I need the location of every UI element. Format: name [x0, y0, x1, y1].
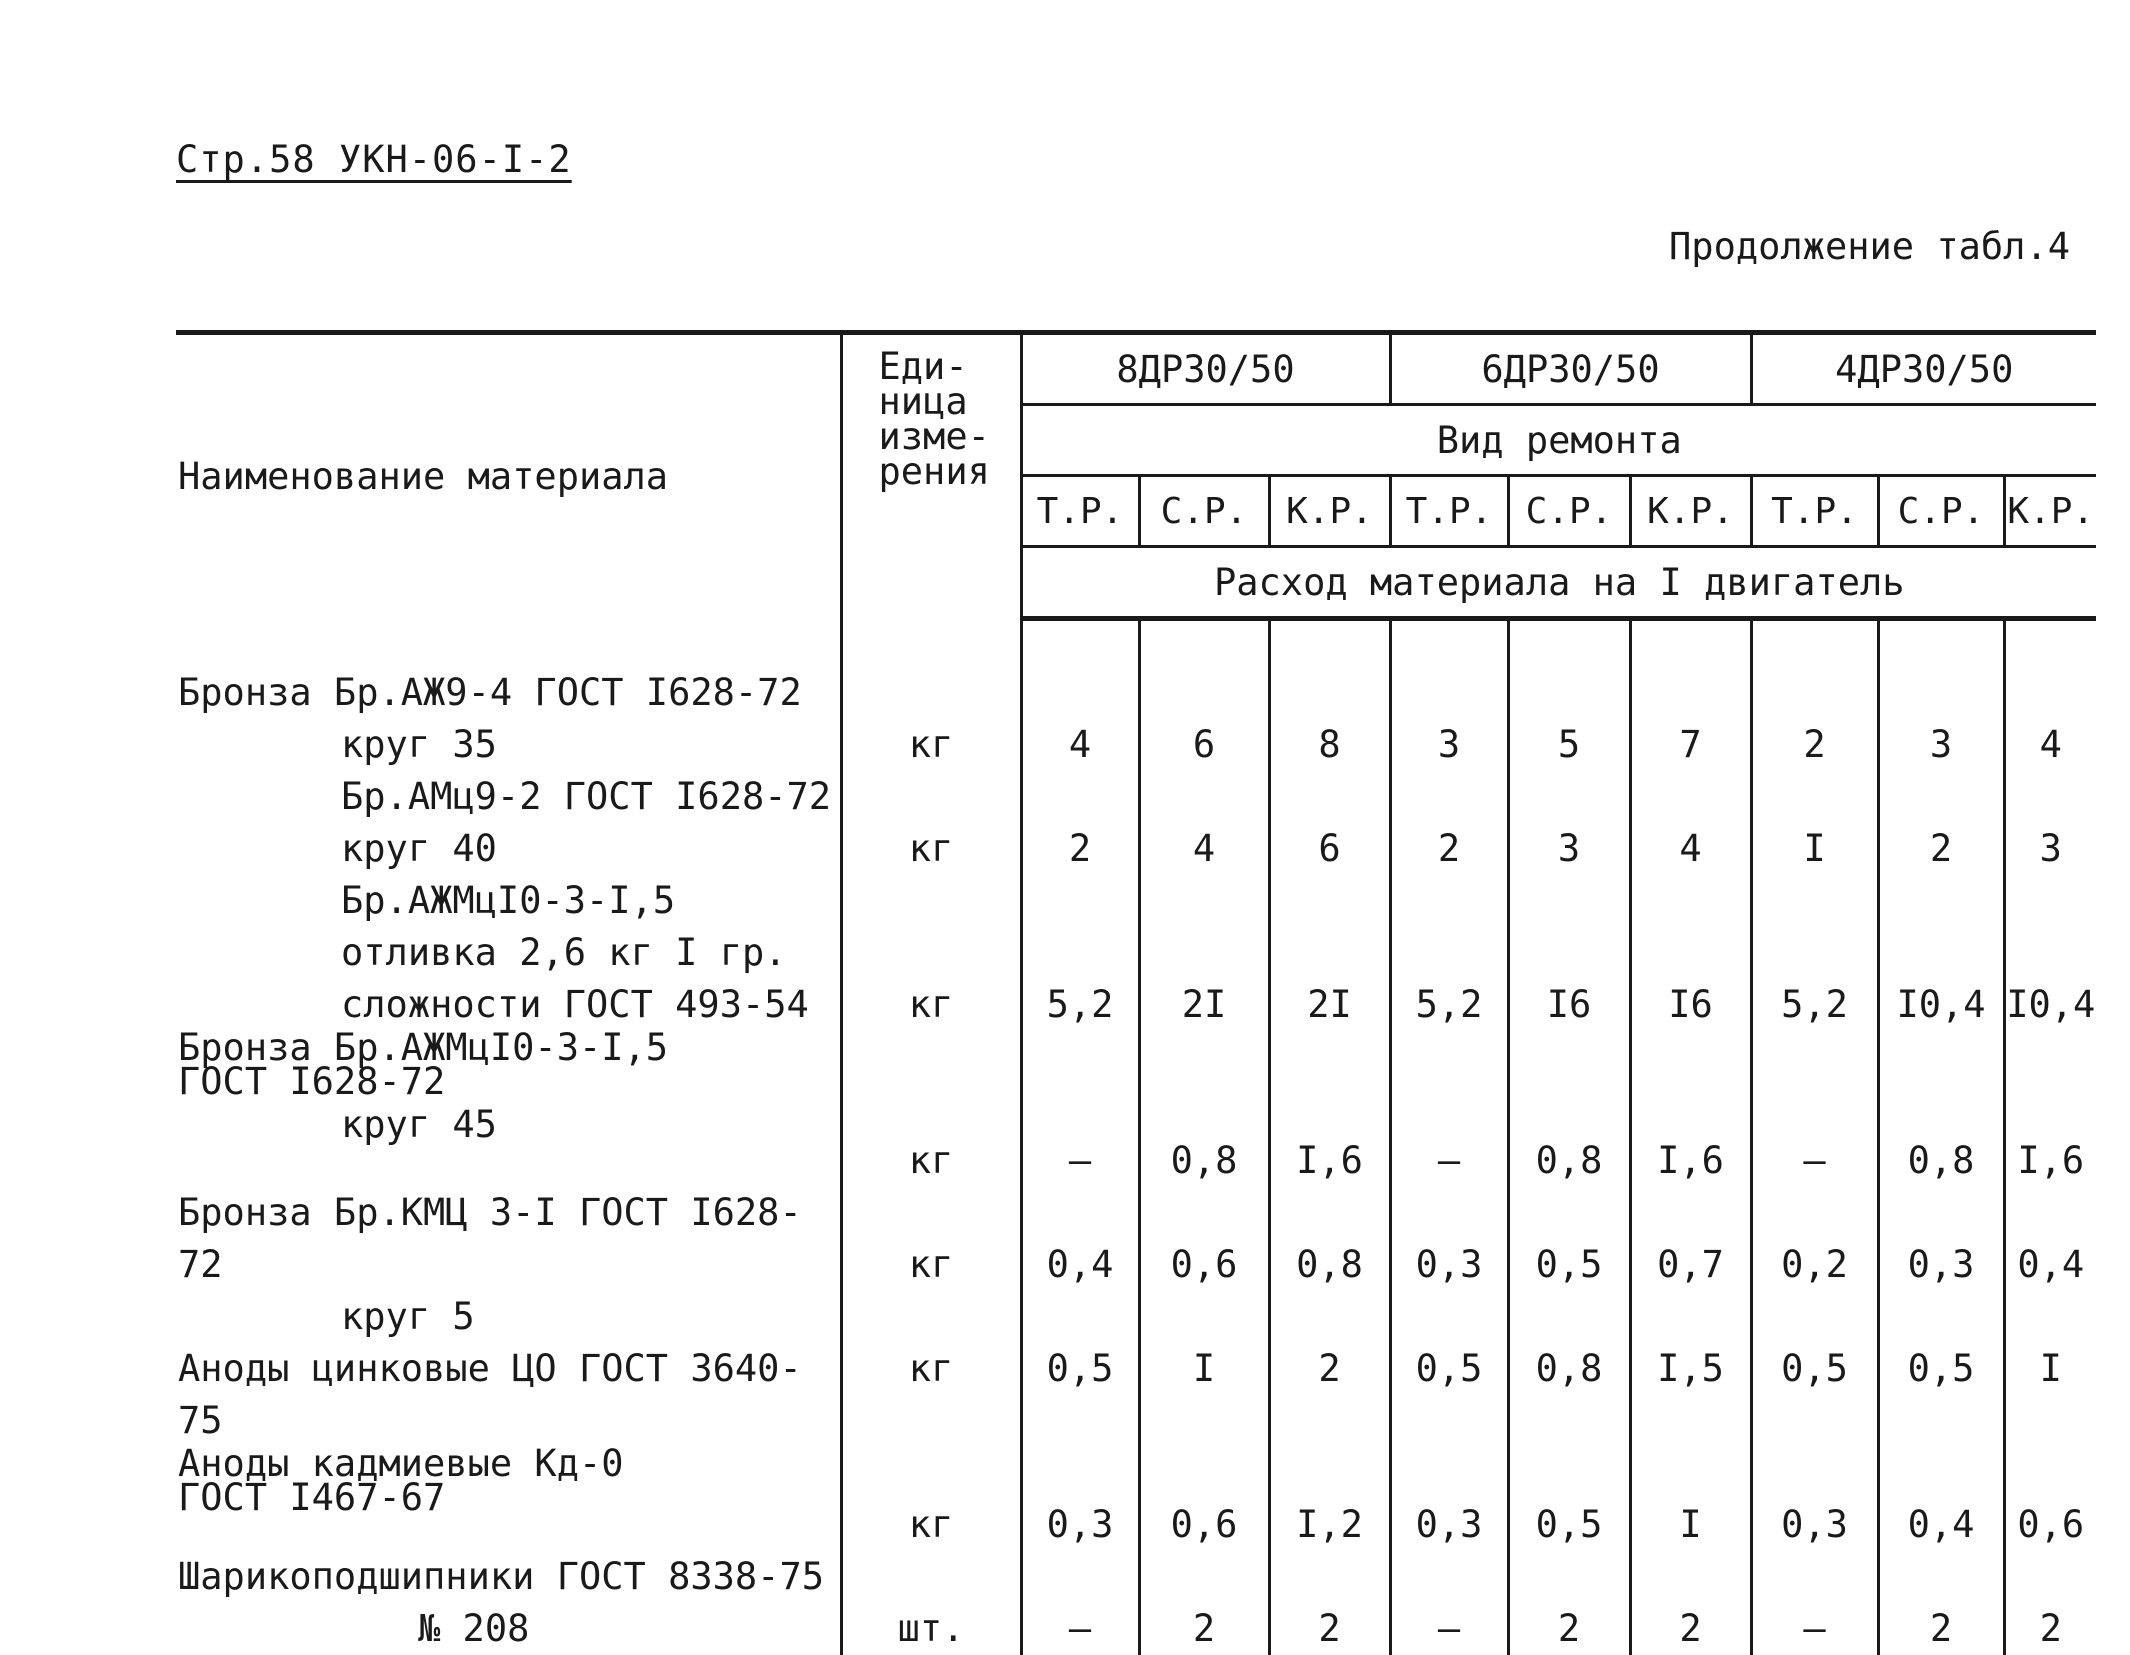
- value-cell: [1390, 771, 1508, 875]
- value-cell: [2004, 1031, 2096, 1187]
- consumption-value: 0,8: [1535, 1139, 1603, 1182]
- value-cell: [1139, 1187, 1269, 1343]
- consumption-value: 2: [1679, 1607, 1702, 1650]
- spacer-cell: [2004, 619, 2096, 668]
- value-cell: [1139, 771, 1269, 875]
- header-repair-8: С.Р.: [1878, 476, 2004, 547]
- value-cell: [1021, 667, 1139, 771]
- value-cell: [1139, 1551, 1269, 1655]
- consumption-value: 2: [1192, 1607, 1216, 1650]
- consumption-value: 4: [1068, 723, 1092, 766]
- spacer-cell: [1139, 619, 1269, 668]
- consumption-value: 0,3: [1046, 1503, 1114, 1546]
- material-name-line: круг 40: [341, 827, 497, 870]
- value-cell: [1390, 875, 1508, 1031]
- material-name-line: Бр.АМц9-2 ГОСТ I628-72: [341, 775, 832, 818]
- header-repair-9: К.Р.: [2004, 476, 2096, 547]
- value-cell: [2004, 1447, 2096, 1551]
- value-cell: [1021, 875, 1139, 1031]
- spacer-cell: [1508, 619, 1630, 668]
- unit-value: кг: [908, 1139, 954, 1182]
- consumption-value: I: [1192, 1347, 1216, 1390]
- value-cell: [1390, 1187, 1508, 1343]
- consumption-value: 2: [1557, 1607, 1581, 1650]
- unit-cell: [841, 1447, 1021, 1551]
- material-name-line: Шарикоподшипники ГОСТ 8338-75: [178, 1555, 825, 1598]
- value-cell: [1508, 1551, 1630, 1655]
- header-repair-type: Вид ремонта: [1021, 405, 2096, 476]
- consumption-value: 2: [1437, 827, 1461, 870]
- material-name: [176, 875, 841, 1031]
- value-cell: [1390, 1447, 1508, 1551]
- consumption-value: 0,8: [1296, 1243, 1363, 1286]
- value-cell: [1751, 875, 1878, 1031]
- header-repair-7: Т.Р.: [1751, 476, 1878, 547]
- consumption-value: 0,6: [1170, 1503, 1238, 1546]
- consumption-value: 2: [2039, 1607, 2062, 1650]
- consumption-value: 6: [1318, 827, 1341, 870]
- consumption-value: I0,4: [1896, 983, 1986, 1026]
- value-cell: [1878, 1447, 2004, 1551]
- spacer-cell: [1630, 619, 1751, 668]
- material-name-line: Аноды цинковые ЦО ГОСТ 3640-75: [178, 1347, 802, 1442]
- header-unit-line: ница: [878, 380, 968, 423]
- header-unit: [841, 333, 1021, 619]
- value-cell: [1021, 1447, 1139, 1551]
- unit-cell: [841, 875, 1021, 1031]
- consumption-value: 5,2: [1781, 983, 1848, 1026]
- consumption-value: 4: [2039, 723, 2062, 766]
- value-cell: [1878, 1031, 2004, 1187]
- value-cell: [2004, 1187, 2096, 1343]
- value-cell: [1269, 1447, 1390, 1551]
- consumption-value: 0,5: [1535, 1243, 1603, 1286]
- spacer-cell: [1751, 619, 1878, 668]
- value-cell: [1508, 875, 1630, 1031]
- unit-cell: [841, 771, 1021, 875]
- value-cell: [1139, 875, 1269, 1031]
- consumption-value: –: [1437, 1607, 1461, 1650]
- value-cell: [1630, 875, 1751, 1031]
- spacer-cell: [176, 619, 841, 668]
- unit-cell: [841, 1551, 1021, 1655]
- consumption-value: I: [1679, 1503, 1702, 1546]
- material-name: [176, 1187, 841, 1343]
- value-cell: [1269, 1187, 1390, 1343]
- value-cell: [1508, 1343, 1630, 1447]
- unit-value: кг: [908, 723, 954, 766]
- unit-value: кг: [908, 1503, 954, 1546]
- value-cell: [1630, 1447, 1751, 1551]
- consumption-value: 0,3: [1781, 1503, 1848, 1546]
- value-cell: [1630, 1031, 1751, 1187]
- table-row: [176, 1031, 2096, 1187]
- consumption-value: I0,4: [2006, 983, 2096, 1026]
- consumption-value: 5,2: [1415, 983, 1483, 1026]
- header-repair-4: Т.Р.: [1390, 476, 1508, 547]
- consumption-value: 2: [1068, 827, 1092, 870]
- consumption-value: 2: [1929, 1607, 1953, 1650]
- consumption-value: 0,8: [1170, 1139, 1238, 1182]
- header-engine: 8ДР30/50: [1021, 333, 1390, 405]
- value-cell: [1751, 1187, 1878, 1343]
- consumption-value: 6: [1192, 723, 1216, 766]
- value-cell: [1878, 667, 2004, 771]
- consumption-value: I,2: [1296, 1503, 1363, 1546]
- material-name-line: Аноды кадмиевые Кд-0: [178, 1442, 624, 1485]
- value-cell: [2004, 1343, 2096, 1447]
- material-name-line: круг 45: [341, 1103, 497, 1146]
- consumption-value: 5: [1557, 723, 1581, 766]
- consumption-value: 5,2: [1046, 983, 1114, 1026]
- material-name-line: круг 35: [341, 723, 497, 766]
- materials-table: [176, 330, 2096, 1655]
- consumption-value: I6: [1668, 983, 1713, 1026]
- value-cell: [1021, 771, 1139, 875]
- spacer-cell: [1269, 619, 1390, 668]
- consumption-value: 0,5: [1781, 1347, 1848, 1390]
- unit-value: кг: [908, 983, 954, 1026]
- material-name-line: № 208: [418, 1607, 530, 1650]
- material-name-line: Бр.АЖМцI0-3-I,5: [341, 879, 676, 922]
- consumption-value: I,6: [1296, 1139, 1363, 1182]
- unit-cell: [841, 1031, 1021, 1187]
- value-cell: [1508, 771, 1630, 875]
- material-name: [176, 667, 841, 771]
- consumption-value: 3: [1557, 827, 1581, 870]
- consumption-value: 0,3: [1415, 1503, 1483, 1546]
- value-cell: [1390, 1031, 1508, 1187]
- header-repair-6: К.Р.: [1630, 476, 1751, 547]
- table-row: [176, 875, 2096, 1031]
- consumption-value: I: [1803, 827, 1826, 870]
- value-cell: [1139, 1447, 1269, 1551]
- spacer-cell: [841, 619, 1021, 668]
- material-name-line: отливка 2,6 кг I гр.: [341, 931, 787, 974]
- consumption-value: 0,6: [1170, 1243, 1238, 1286]
- value-cell: [1630, 667, 1751, 771]
- material-name-line: Бронза Бр.КМЦ 3-I ГОСТ I628-72: [178, 1191, 802, 1286]
- consumption-value: I,6: [2017, 1139, 2085, 1182]
- material-name-line: сложности ГОСТ 493-54: [341, 983, 809, 1026]
- header-repair-5: С.Р.: [1508, 476, 1630, 547]
- consumption-value: 2: [1929, 827, 1953, 870]
- consumption-value: –: [1803, 1607, 1826, 1650]
- consumption-value: 0,5: [1415, 1347, 1483, 1390]
- consumption-value: I,5: [1657, 1347, 1724, 1390]
- spacer-cell: [1878, 619, 2004, 668]
- consumption-value: 2I: [1307, 983, 1352, 1026]
- table-row: [176, 667, 2096, 771]
- value-cell: [1508, 1031, 1630, 1187]
- value-cell: [1390, 667, 1508, 771]
- value-cell: [1751, 1447, 1878, 1551]
- material-name: [176, 1343, 841, 1447]
- value-cell: [1139, 1031, 1269, 1187]
- consumption-value: –: [1068, 1139, 1092, 1182]
- consumption-value: 0,3: [1415, 1243, 1483, 1286]
- material-name-line: Бронза Бр.АЖМцI0-3-I,5: [178, 1026, 669, 1069]
- value-cell: [1269, 1343, 1390, 1447]
- consumption-value: 7: [1679, 723, 1702, 766]
- material-name: [176, 771, 841, 875]
- material-name: [176, 1026, 841, 1187]
- value-cell: [1021, 1031, 1139, 1187]
- spacer-cell: [1390, 619, 1508, 668]
- value-cell: [2004, 875, 2096, 1031]
- value-cell: [1269, 667, 1390, 771]
- unit-value: кг: [908, 1243, 954, 1286]
- value-cell: [1139, 1343, 1269, 1447]
- value-cell: [2004, 771, 2096, 875]
- table-row: [176, 1551, 2096, 1655]
- consumption-value: 0,3: [1907, 1243, 1975, 1286]
- consumption-value: 3: [1929, 723, 1953, 766]
- consumption-value: 0,7: [1657, 1243, 1724, 1286]
- consumption-value: 0,2: [1781, 1243, 1848, 1286]
- value-cell: [1878, 1343, 2004, 1447]
- consumption-value: 0,8: [1907, 1139, 1975, 1182]
- material-name-line: круг 5: [341, 1295, 475, 1338]
- material-name-line: Бронза Бр.АЖ9-4 ГОСТ I628-72: [178, 671, 802, 714]
- header-engine: 6ДР30/50: [1390, 333, 1751, 405]
- consumption-value: I6: [1546, 983, 1592, 1026]
- consumption-value: I: [2039, 1347, 2062, 1390]
- value-cell: [1269, 1551, 1390, 1655]
- value-cell: [1630, 1551, 1751, 1655]
- consumption-value: 2: [1318, 1347, 1341, 1390]
- consumption-value: –: [1068, 1607, 1092, 1650]
- consumption-value: 0,4: [2017, 1243, 2085, 1286]
- consumption-value: –: [1803, 1139, 1826, 1182]
- value-cell: [1878, 771, 2004, 875]
- value-cell: [1021, 1187, 1139, 1343]
- material-name-line: ГОСТ I467-67: [178, 1476, 446, 1519]
- consumption-value: 2: [1803, 723, 1826, 766]
- unit-value: шт.: [897, 1607, 965, 1650]
- value-cell: [1630, 1187, 1751, 1343]
- value-cell: [1751, 1031, 1878, 1187]
- value-cell: [1630, 771, 1751, 875]
- table-row: [176, 1447, 2096, 1551]
- material-name-line: ГОСТ I628-72: [178, 1060, 446, 1103]
- unit-cell: [841, 1343, 1021, 1447]
- unit-cell: [841, 667, 1021, 771]
- consumption-value: 0,8: [1535, 1347, 1603, 1390]
- consumption-value: 0,5: [1535, 1503, 1603, 1546]
- consumption-value: 0,6: [2017, 1503, 2085, 1546]
- value-cell: [1390, 1343, 1508, 1447]
- value-cell: [2004, 667, 2096, 771]
- table-row: [176, 1343, 2096, 1447]
- value-cell: [1269, 1031, 1390, 1187]
- value-cell: [2004, 1551, 2096, 1655]
- value-cell: [1269, 875, 1390, 1031]
- header-unit-line: изме-: [878, 415, 990, 458]
- value-cell: [1751, 1343, 1878, 1447]
- value-cell: [1021, 1551, 1139, 1655]
- consumption-value: 3: [2039, 827, 2062, 870]
- consumption-value: 2I: [1181, 983, 1227, 1026]
- consumption-value: 2: [1318, 1607, 1341, 1650]
- consumption-value: I,6: [1657, 1139, 1724, 1182]
- header-material-name: Наименование материала: [176, 333, 841, 619]
- value-cell: [1751, 667, 1878, 771]
- consumption-value: 0,4: [1907, 1503, 1975, 1546]
- table-row: [176, 771, 2096, 875]
- table-continuation-label: Продолжение табл.4: [1669, 225, 2070, 268]
- value-cell: [1630, 1343, 1751, 1447]
- consumption-value: 3: [1437, 723, 1461, 766]
- consumption-value: 0,4: [1046, 1243, 1114, 1286]
- consumption-value: 4: [1679, 827, 1702, 870]
- value-cell: [1878, 1551, 2004, 1655]
- value-cell: [1751, 771, 1878, 875]
- material-name: [176, 1442, 841, 1551]
- header-consumption: Расход материала на I двигатель: [1021, 547, 2096, 619]
- consumption-value: –: [1437, 1139, 1461, 1182]
- value-cell: [1878, 1187, 2004, 1343]
- value-cell: [1021, 1343, 1139, 1447]
- spacer-cell: [1021, 619, 1139, 668]
- consumption-value: 8: [1318, 723, 1341, 766]
- unit-cell: [841, 1187, 1021, 1343]
- consumption-value: 4: [1192, 827, 1216, 870]
- unit-value: кг: [908, 1347, 954, 1390]
- value-cell: [1139, 667, 1269, 771]
- unit-value: кг: [908, 827, 954, 870]
- value-cell: [1508, 1447, 1630, 1551]
- value-cell: [1751, 1551, 1878, 1655]
- table-row: [176, 1187, 2096, 1343]
- value-cell: [1508, 1187, 1630, 1343]
- value-cell: [1390, 1551, 1508, 1655]
- material-name: [176, 1551, 841, 1655]
- header-engine: 4ДР30/50: [1751, 333, 2096, 405]
- header-repair-1: Т.Р.: [1021, 476, 1139, 547]
- consumption-value: 0,5: [1046, 1347, 1114, 1390]
- value-cell: [1508, 667, 1630, 771]
- value-cell: [1269, 771, 1390, 875]
- consumption-value: 0,5: [1907, 1347, 1975, 1390]
- header-repair-2: С.Р.: [1139, 476, 1269, 547]
- header-unit-line: рения: [878, 450, 990, 493]
- value-cell: [1878, 875, 2004, 1031]
- page-header: Стр.58 УКН-06-I-2: [176, 138, 572, 181]
- header-repair-3: К.Р.: [1269, 476, 1390, 547]
- header-unit-line: Еди-: [878, 345, 968, 388]
